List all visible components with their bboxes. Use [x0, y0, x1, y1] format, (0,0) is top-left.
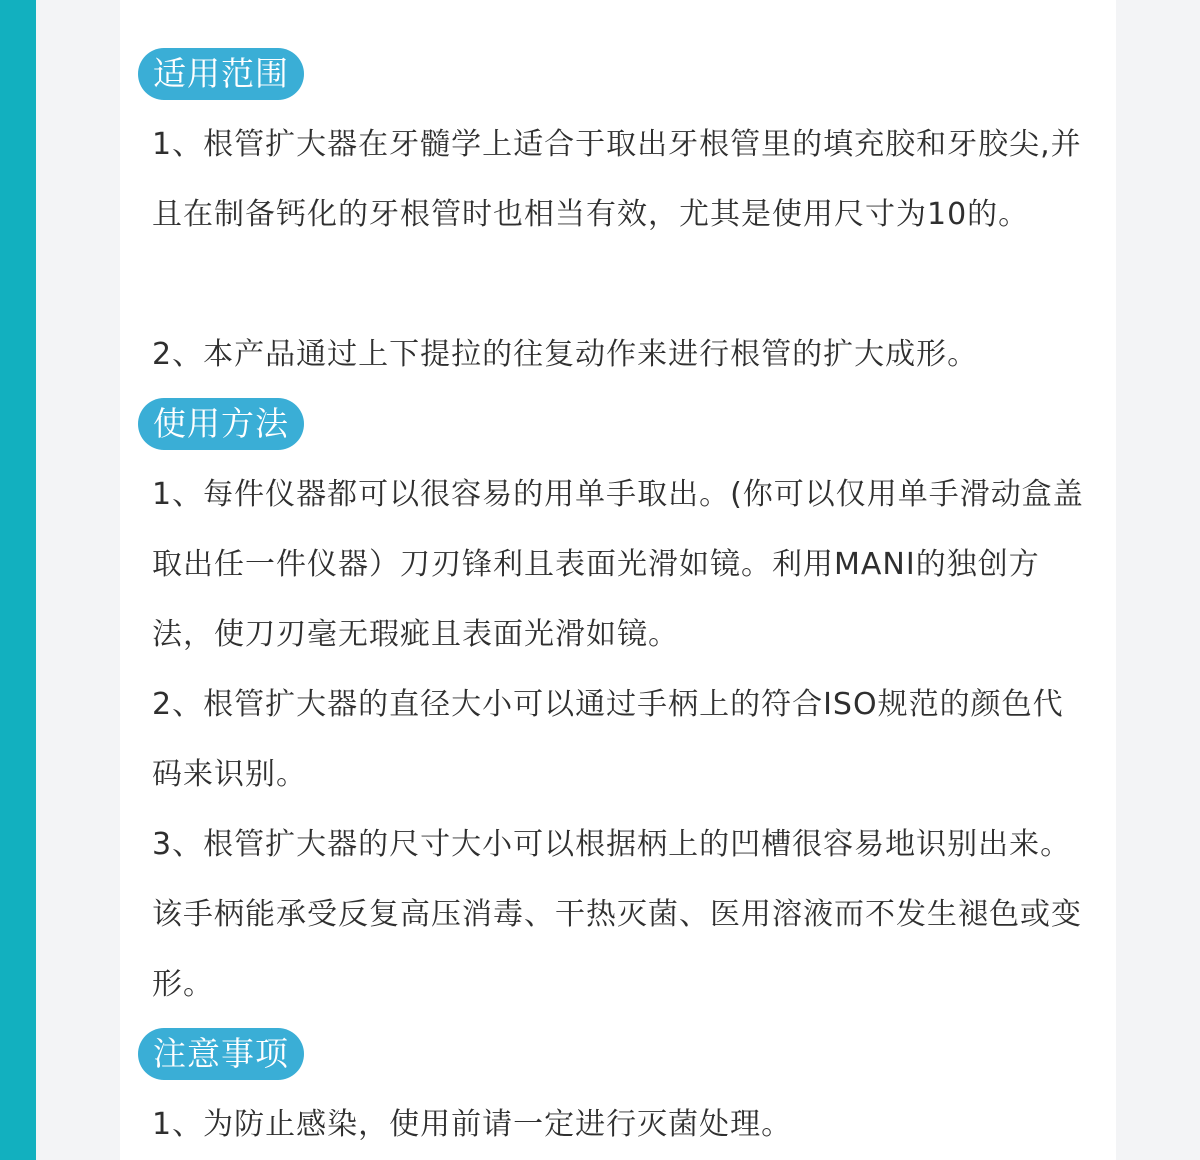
section-title-notes: 注意事项 [138, 1028, 304, 1080]
usage-item-3: 3、根管扩大器的尺寸大小可以根据柄上的凹槽很容易地识别出来。该手柄能承受反复高压消毒、干热灭菌、医用溶液而不发生褪色或变形。 [152, 827, 1082, 1002]
section-title-usage: 使用方法 [138, 398, 304, 450]
usage-item-2: 2、根管扩大器的直径大小可以通过手柄上的符合ISO规范的颜色代码来识别。 [152, 687, 1064, 792]
notes-item-1: 1、为防止感染，使用前请一定进行灭菌处理。 [152, 1107, 793, 1142]
scope-item-2: 2、本产品通过上下提拉的往复动作来进行根管的扩大成形。 [152, 337, 979, 372]
usage-item-1: 1、每件仪器都可以很容易的用单手取出。(你可以仅用单手滑动盒盖取出任一件仪器）刀刃锋利且表面光滑如镜。利用MANI的独创方法，使刀刃毫无瑕疵且表面光滑如镜。 [152, 477, 1084, 652]
left-accent-bar [0, 0, 36, 1160]
section-title-scope: 适用范围 [138, 48, 304, 100]
scope-item-1: 1、根管扩大器在牙髓学上适合于取出牙根管里的填充胶和牙胶尖,并且在制备钙化的牙根管时也相当有效，尤其是使用尺寸为10的。 [152, 127, 1082, 232]
content-panel [120, 0, 1116, 1160]
